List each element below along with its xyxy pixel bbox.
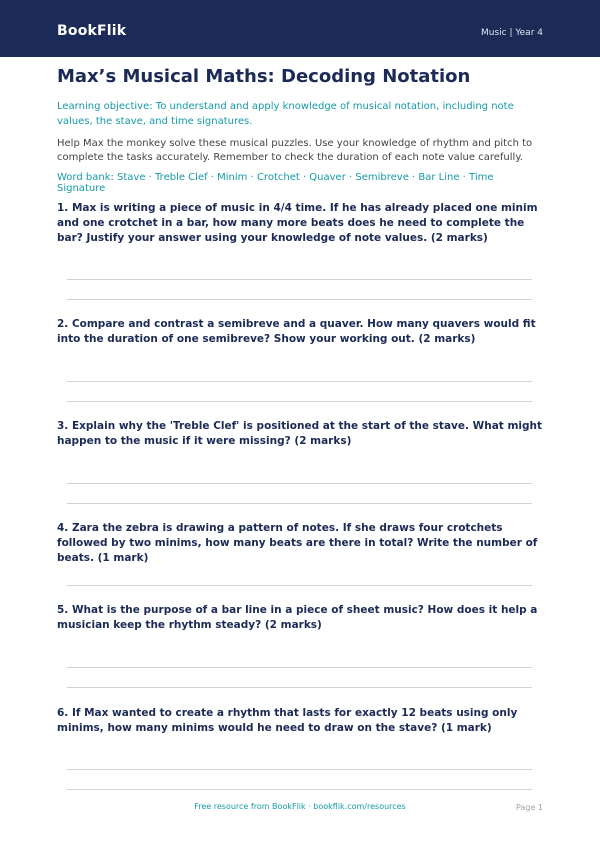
answer-line[interactable] bbox=[67, 299, 532, 300]
page-number: Page 1 bbox=[516, 803, 543, 812]
answer-line[interactable] bbox=[67, 483, 532, 484]
question-1: 1. Max is writing a piece of music in 4/4 time. If he has already placed one minim and one crotchet in a bar, how many more beats does he need to complete the bar? Justify your answer using your knowledge of note values. (2 marks) bbox=[57, 202, 538, 244]
answer-line[interactable] bbox=[67, 585, 532, 586]
learning-objective: Learning objective: To understand and apply knowledge of musical notation, including note values, the stave, and time signatures. bbox=[57, 101, 514, 127]
answer-line[interactable] bbox=[67, 667, 532, 668]
subject-year: Music | Year 4 bbox=[480, 28, 543, 38]
word-bank: Word bank: Stave · Treble Clef · Minim · Crotchet · Quaver · Semibreve · Bar Line · Time Signature bbox=[57, 172, 494, 194]
question-5: 5. What is the purpose of a bar line in a piece of sheet music? How does it help a musician keep the rhythm steady? (2 marks) bbox=[57, 604, 538, 631]
answer-line[interactable] bbox=[67, 687, 532, 688]
question-6: 6. If Max wanted to create a rhythm that lasts for exactly 12 beats using only minims, how many minims would he need to draw on the stave? (1 mark) bbox=[57, 707, 518, 734]
answer-line[interactable] bbox=[67, 401, 532, 402]
question-4: 4. Zara the zebra is drawing a pattern of notes. If she draws four crotchets followed by two minims, how many beats are there in total? Write the number of beats. (1 mark) bbox=[57, 522, 538, 564]
question-3: 3. Explain why the 'Treble Clef' is positioned at the start of the stave. What might happen to the music if it were missing? (2 marks) bbox=[57, 420, 543, 447]
answer-line[interactable] bbox=[67, 789, 532, 790]
answer-line[interactable] bbox=[67, 381, 532, 382]
answer-line[interactable] bbox=[67, 279, 532, 280]
footer-text: Free resource from BookFlik · bookflik.com/resources bbox=[194, 802, 406, 811]
brand-logo: BookFlik bbox=[57, 23, 127, 39]
question-2: 2. Compare and contrast a semibreve and a quaver. How many quavers would fit into the duration of one semibreve? Show your working out. (2 marks) bbox=[57, 318, 536, 345]
page-header bbox=[0, 0, 600, 57]
intro-text: Help Max the monkey solve these musical puzzles. Use your knowledge of rhythm and pitch to complete the tasks accurately. Remember to check the duration of each note value carefully. bbox=[57, 138, 533, 163]
answer-line[interactable] bbox=[67, 503, 532, 504]
answer-line[interactable] bbox=[67, 769, 532, 770]
page-title: Max’s Musical Maths: Decoding Notation bbox=[57, 66, 471, 87]
